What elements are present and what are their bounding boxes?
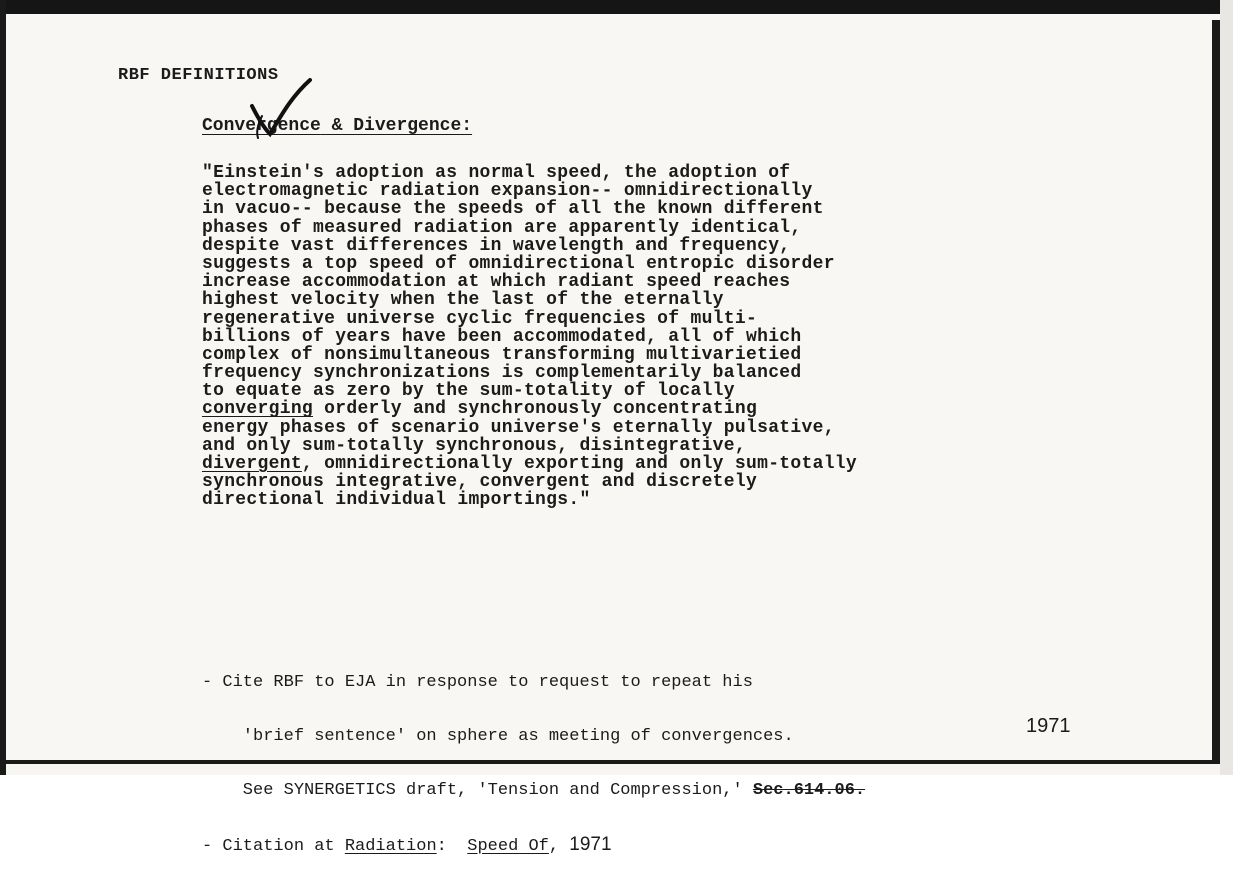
quote-line bbox=[202, 419, 1202, 437]
quote-text: orderly and synchronously concentrating bbox=[313, 399, 758, 420]
term-suffix: & Divergence: bbox=[320, 116, 473, 136]
quote-text: highest velocity when the last of the eternally bbox=[202, 290, 724, 311]
citation-prefix: - Citation at bbox=[202, 837, 345, 856]
quote-line bbox=[202, 219, 1202, 237]
quote-line bbox=[202, 382, 1202, 400]
quote-line bbox=[202, 473, 1202, 491]
quote-text: , omnidirectionally exporting and only sum-totally bbox=[301, 454, 858, 474]
quote-text: electromagnetic radiation expansion-- omnidirectionally bbox=[202, 181, 813, 202]
quote-text: "Einstein's adoption as normal speed, the adoption of bbox=[202, 163, 791, 183]
cite-line-1: - Cite RBF to EJA in response to request to repeat his bbox=[202, 673, 753, 692]
citation-comma: , bbox=[548, 837, 570, 856]
quote-text: phases of measured radiation are apparently identical, bbox=[202, 217, 802, 238]
struck-section-number: Sec.614.06. bbox=[752, 781, 866, 800]
cite-line-2: 'brief sentence' on sphere as meeting of convergences. bbox=[202, 727, 794, 746]
top-border bbox=[0, 0, 1233, 14]
quote-line bbox=[202, 310, 1202, 328]
right-border bbox=[1212, 20, 1220, 760]
quote-text: despite vast differences in wavelength and frequency, bbox=[202, 235, 791, 256]
quote-text: complex of nonsimultaneous transforming multivarietied bbox=[202, 344, 802, 365]
quote-text: synchronous integrative, convergent and discretely bbox=[202, 472, 758, 493]
citation-year: 1971 bbox=[569, 834, 612, 855]
cite-line-3 bbox=[202, 782, 1202, 800]
citation-speed-of: Speed Of bbox=[467, 837, 549, 856]
right-shade bbox=[1220, 0, 1233, 775]
quote-line bbox=[202, 164, 1202, 182]
quote-text: and only sum-totally synchronous, disintegrative, bbox=[202, 435, 746, 456]
quote-text: increase accommodation at which radiant speed reaches bbox=[202, 272, 791, 293]
definition-term bbox=[202, 116, 472, 136]
quote-line bbox=[202, 491, 1202, 509]
quote-line bbox=[202, 364, 1202, 382]
handwritten-check-icon bbox=[250, 78, 330, 140]
quote-line bbox=[202, 328, 1202, 346]
quote-text: billions of years have been accommodated, all of which bbox=[202, 326, 802, 347]
quote-text: regenerative universe cyclic frequencies of multi- bbox=[202, 308, 758, 329]
citation-notes bbox=[202, 638, 1202, 872]
quote-line bbox=[202, 200, 1202, 218]
quote-text: to equate as zero by the sum-totality of locally bbox=[202, 381, 735, 402]
quote-underlined-term: converging bbox=[202, 399, 314, 420]
quote-line bbox=[202, 437, 1202, 455]
quote-text: suggests a top speed of omnidirectional entropic disorder bbox=[202, 253, 835, 274]
quote-text: directional individual importings." bbox=[202, 490, 591, 511]
quote-line bbox=[202, 182, 1202, 200]
quote-underlined-term: divergent bbox=[202, 454, 302, 474]
term-convergence: Convergence bbox=[202, 116, 321, 136]
citation-line bbox=[202, 836, 1202, 854]
quote-line bbox=[202, 400, 1202, 418]
cite-line-3-text: See SYNERGETICS draft, 'Tension and Compression,' bbox=[202, 781, 753, 800]
left-border bbox=[0, 0, 6, 775]
definition-quote bbox=[202, 164, 1202, 510]
quote-text: in vacuo-- because the speeds of all the known different bbox=[202, 199, 824, 220]
handwritten-year-right: 1971 bbox=[1026, 715, 1071, 737]
quote-line bbox=[202, 237, 1202, 255]
quote-text: frequency synchronizations is complementarily balanced bbox=[202, 363, 802, 384]
citation-colon: : bbox=[436, 837, 468, 856]
card-heading: RBF DEFINITIONS bbox=[118, 66, 279, 85]
citation-radiation: Radiation bbox=[344, 837, 437, 856]
quote-text: energy phases of scenario universe's eternally pulsative, bbox=[202, 417, 835, 438]
quote-line bbox=[202, 455, 1202, 473]
quote-line bbox=[202, 273, 1202, 291]
quote-line bbox=[202, 346, 1202, 364]
quote-line bbox=[202, 291, 1202, 309]
quote-line bbox=[202, 255, 1202, 273]
